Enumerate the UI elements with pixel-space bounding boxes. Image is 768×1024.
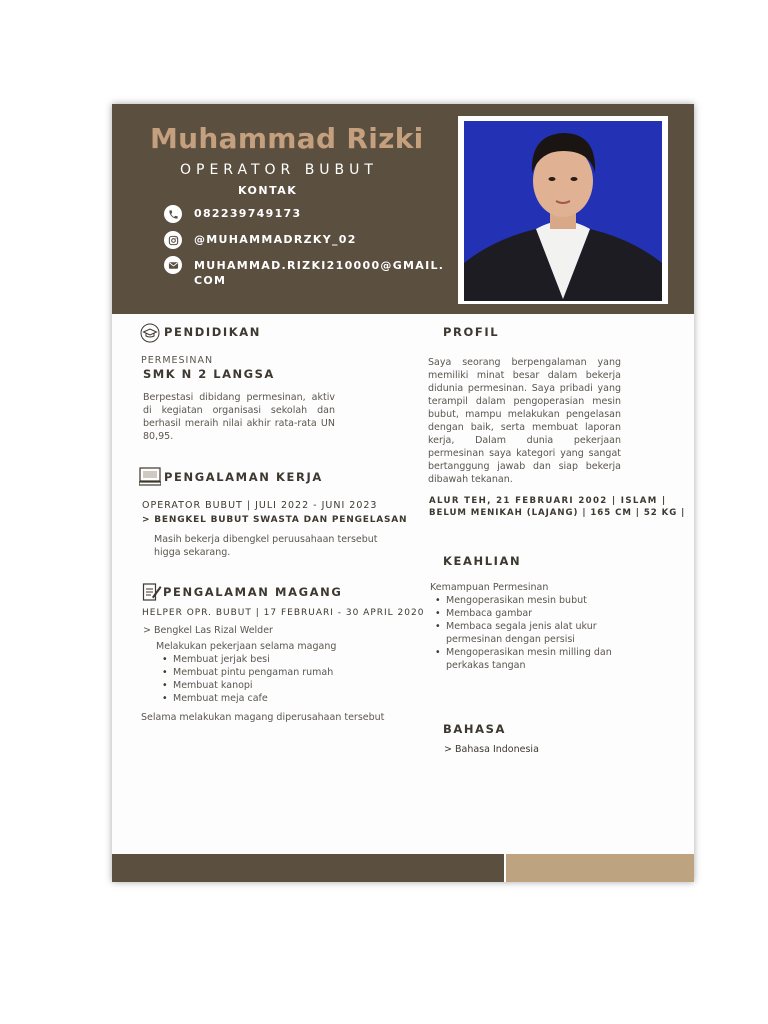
work-experience-heading: PENGALAMAN KERJA (164, 470, 323, 484)
work-description: Masih bekerja dibengkel peruusahaan tersebut higga sekarang. (154, 534, 378, 558)
list-item: • Membaca segala jenis alat ukur permesinan dengan persisi (446, 620, 651, 646)
email-icon (164, 256, 182, 274)
phone-icon (164, 205, 182, 223)
internship-position: HELPER OPR. BUBUT | 17 FEBRUARI - 30 APRIL 2020 (142, 608, 425, 618)
contact-email (164, 258, 444, 288)
job-title: OPERATOR BUBUT (180, 162, 378, 178)
language-item: > Bahasa Indonesia (444, 744, 539, 755)
profile-text: Saya seorang berpengalaman yang memiliki minat besar dalam bekerja didunia permesinan. Saya pribadi yang terampil dalam pengoperasian mesin bubut, mampu melakukan pengelasan dengan baik, serta membuat laporan kerja, Dalam dunia pekerjaan permesinan saya kategori yang sangat bertanggung jawab dan siap bekerja dibawah tekanan. (428, 357, 621, 485)
email-address: MUHAMMAD.RIZKI210000@GMAIL. COM (194, 259, 445, 287)
skills-subtitle: Kemampuan Permesinan (430, 582, 549, 593)
list-item: • Membuat pintu pengaman rumah (173, 666, 333, 679)
education-heading: PENDIDIKAN (164, 325, 261, 339)
skills-heading: KEAHLIAN (443, 554, 522, 568)
list-item: • Membaca gambar (446, 607, 651, 620)
language-heading: BAHASA (443, 722, 506, 736)
internship-intro: Melakukan pekerjaan selama magang (156, 641, 337, 652)
internship-company: > Bengkel Las Rizal Welder (143, 625, 273, 636)
list-item: • Mengoperasikan mesin bubut (446, 594, 651, 607)
contact-instagram (164, 233, 357, 249)
resume-page (112, 104, 694, 882)
work-company: > BENGKEL BUBUT SWASTA DAN PENGELASAN (142, 515, 408, 525)
list-item: • Membuat jerjak besi (173, 653, 333, 666)
personal-details-line1: ALUR TEH, 21 FEBRUARI 2002 | ISLAM | (429, 496, 667, 506)
list-item: • Mengoperasikan mesin milling dan perkakas tangan (446, 646, 651, 672)
footer-bar-light (506, 854, 694, 882)
education-field: PERMESINAN (141, 355, 214, 366)
contact-phone (164, 207, 301, 223)
internship-heading: PENGALAMAN MAGANG (163, 585, 343, 599)
skills-list (432, 594, 651, 672)
instagram-icon (164, 231, 182, 249)
profile-heading: PROFIL (443, 325, 500, 339)
document-pen-icon (142, 582, 162, 606)
graduation-cap-icon (140, 323, 160, 347)
computer-icon (139, 467, 161, 491)
list-item: • Membuat meja cafe (173, 692, 333, 705)
contact-heading: KONTAK (238, 184, 298, 197)
profile-photo (464, 121, 662, 301)
footer-bar-dark (112, 854, 504, 882)
header-band (112, 104, 694, 314)
profile-photo-frame (458, 116, 668, 304)
education-description: Berpestasi dibidang permesinan, aktiv di kegiatan organisasi sekolah dan berhasil meraih nilai akhir rata-rata UN 80,95. (143, 392, 335, 442)
internship-task-list (159, 653, 333, 705)
work-position: OPERATOR BUBUT | JULI 2022 - JUNI 2023 (142, 500, 378, 511)
person-name: Muhammad Rizki (150, 122, 424, 155)
instagram-handle: @MUHAMMADRZKY_02 (194, 233, 357, 246)
phone-number: 082239749173 (194, 207, 302, 220)
internship-closing: Selama melakukan magang diperusahaan tersebut (141, 712, 385, 723)
education-school: SMK N 2 LANGSA (143, 367, 275, 381)
list-item: • Membuat kanopi (173, 679, 333, 692)
personal-details-line2: BELUM MENIKAH (LAJANG) | 165 CM | 52 KG | (429, 508, 686, 518)
